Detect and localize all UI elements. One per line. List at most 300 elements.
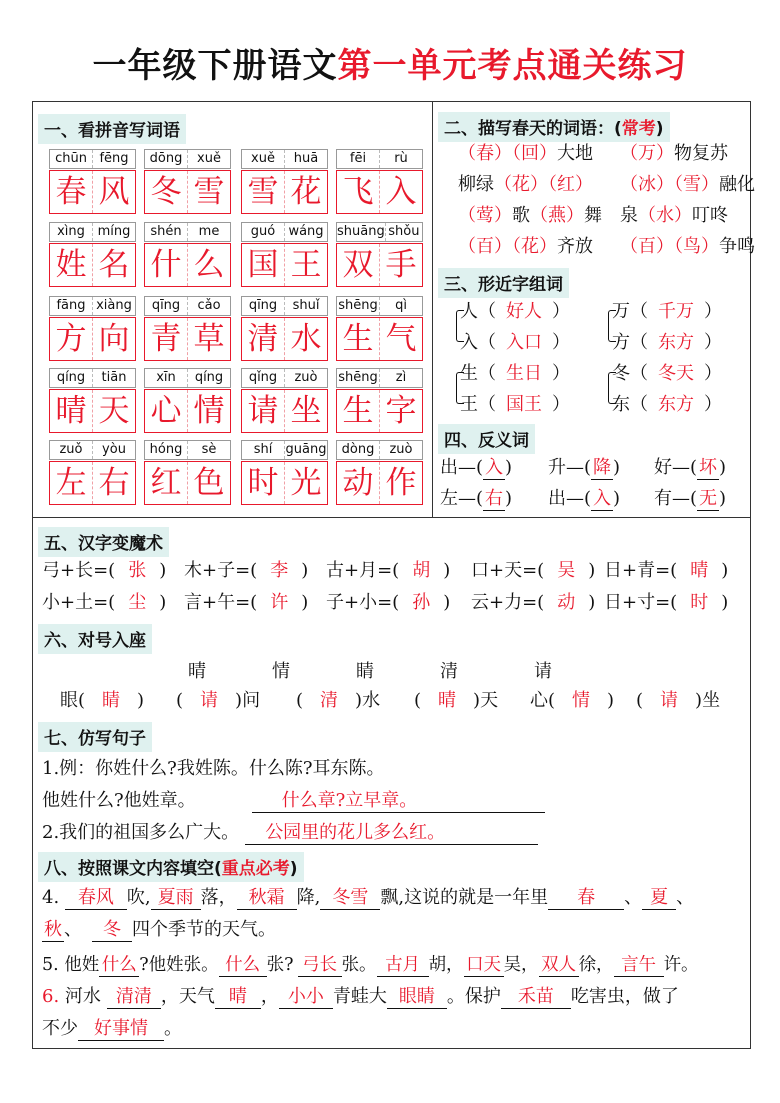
match-answer[interactable]: 情 (572, 690, 591, 711)
similar-answer[interactable]: 千万 (658, 301, 694, 322)
q5-text2: 张? (266, 955, 294, 975)
s7-line2-text: 他姓什么?他姓章。 (42, 790, 196, 811)
phrase-part: 歌 (512, 205, 530, 226)
hanzi-answer: 青 (145, 318, 188, 360)
phrase-part: （雪） (674, 174, 719, 195)
q4-text7: 、 (64, 919, 82, 940)
paren: ) (613, 488, 621, 509)
phrase-part: （燕） (530, 205, 584, 226)
hanzi-answer: 字 (385, 393, 417, 429)
similar-row (612, 362, 722, 386)
paren: ( (537, 592, 545, 613)
antonym-item (440, 487, 512, 511)
pinyin-syllable: fāng (50, 297, 93, 315)
pinyin-box (241, 440, 328, 460)
dash: —( (458, 457, 484, 478)
magic-question: 日+寸= (604, 592, 671, 613)
page-title (0, 38, 780, 87)
q5-text7: 许。 (663, 955, 699, 975)
section6-heading: 六、对号入座 (38, 624, 152, 654)
hanzi-answer: 手 (385, 247, 417, 283)
pinyin-syllable: cǎo (197, 298, 221, 313)
hanzi-answer: 双 (337, 244, 380, 286)
paren: ) (505, 457, 513, 478)
q5-blank6[interactable]: 双人 (539, 954, 579, 977)
q4-text8: 四个季节的天气。 (132, 919, 276, 940)
match-item (636, 689, 720, 713)
section8-title: 八、按照课文内容填空( (44, 859, 222, 879)
phrase-part: 叮咚 (692, 205, 728, 226)
pinyin-box (144, 368, 231, 388)
match-answer[interactable]: 睛 (102, 690, 121, 711)
q6-text0: 河水 (64, 986, 101, 1007)
pinyin-syllable: xuě (242, 150, 285, 168)
phrase-part: 齐放 (557, 236, 593, 257)
paren: ) (159, 592, 167, 613)
magic-question: 木+子= (184, 560, 251, 581)
antonym-answer[interactable]: 右 (485, 488, 504, 509)
pinyin-syllable: dòng (337, 441, 380, 459)
paren: （ (630, 332, 648, 353)
paren: （ (630, 363, 648, 384)
paren: ） (704, 394, 722, 415)
phrase-part: 物复苏 (674, 143, 728, 164)
paren: ） (552, 394, 570, 415)
similar-char: 东 (612, 394, 630, 415)
match-suffix: 问 (242, 690, 261, 711)
phrase-part: 柳绿 (458, 174, 494, 195)
q5-blank1[interactable]: 什么 (99, 954, 139, 977)
divider-horizontal (32, 517, 751, 518)
q4-text4: 飘,这说的就是一年里 (380, 887, 549, 908)
spring-phrase (458, 204, 602, 228)
pinyin-box (144, 149, 231, 169)
magic-item (471, 559, 595, 583)
paren: ） (704, 363, 722, 384)
pinyin-box (144, 296, 231, 316)
spring-phrase (620, 142, 728, 166)
pinyin-syllable: xìng (50, 223, 93, 241)
antonym-item (548, 456, 620, 480)
hanzi-box[interactable] (49, 170, 136, 214)
phrase-part: 争鸣 (719, 236, 755, 257)
match-answer[interactable]: 请 (200, 690, 219, 711)
word-cell (144, 222, 231, 290)
pinyin-box (336, 368, 423, 388)
q5-text0: 他姓 (64, 955, 100, 975)
hanzi-box[interactable] (144, 170, 231, 214)
hanzi-answer: 向 (98, 321, 130, 357)
similar-row (460, 362, 570, 386)
antonym-answer[interactable]: 降 (593, 457, 612, 478)
q6-blank6[interactable]: 好事情 (78, 1018, 164, 1041)
similar-row (460, 300, 570, 324)
hanzi-box[interactable] (49, 461, 136, 505)
paren: ) (613, 457, 621, 478)
spring-phrase (458, 142, 593, 166)
hanzi-box[interactable] (49, 317, 136, 361)
phrase-part: （莺） (458, 205, 512, 226)
similar-answer[interactable]: 国王 (506, 394, 542, 415)
q6-text1: ，天气 (160, 986, 215, 1007)
magic-item (326, 591, 450, 615)
pinyin-syllable: guāng (285, 442, 327, 457)
pinyin-syllable: qì (395, 298, 407, 313)
word-cell (49, 222, 136, 290)
q4-number: 4. (42, 887, 60, 908)
title-part2: 第一单元考点通关练习 (337, 46, 688, 86)
similar-char: 冬 (612, 363, 630, 384)
pinyin-syllable: qǐng (242, 369, 285, 387)
antonym-answer[interactable]: 无 (699, 488, 718, 509)
pinyin-syllable: xuě (197, 151, 221, 166)
antonym-answer[interactable]: 入 (485, 457, 504, 478)
antonym-answer[interactable]: 入 (593, 488, 612, 509)
pinyin-syllable: shí (242, 441, 285, 459)
pinyin-syllable: fēi (337, 150, 380, 168)
paren: ) (721, 592, 729, 613)
similar-answer[interactable]: 生日 (506, 363, 542, 384)
similar-answer[interactable]: 入口 (506, 332, 542, 353)
similar-char: 入 (460, 332, 478, 353)
magic-item (42, 559, 166, 583)
hanzi-answer: 气 (385, 321, 417, 357)
spring-phrase (620, 204, 728, 228)
pinyin-syllable: qíng (50, 369, 93, 387)
section3-heading: 三、形近字组词 (438, 268, 569, 298)
word-cell (144, 296, 231, 364)
paren: ） (704, 332, 722, 353)
phrase-part: （春） (458, 143, 512, 164)
choice-char: 睛 (356, 661, 374, 682)
paren: ( (176, 690, 184, 711)
hanzi-box[interactable] (144, 317, 231, 361)
hanzi-answer: 雪 (242, 171, 285, 213)
similar-answer[interactable]: 好人 (506, 301, 542, 322)
paren: ) (695, 690, 703, 711)
q6-blank1[interactable]: 清清 (107, 986, 161, 1009)
pinyin-syllable: míng (97, 224, 131, 239)
antonym-answer[interactable]: 坏 (699, 457, 718, 478)
paren: ( (670, 560, 678, 581)
match-answer[interactable]: 请 (660, 690, 679, 711)
pinyin-syllable: qīng (242, 297, 285, 315)
similar-row (612, 300, 722, 324)
hanzi-box[interactable] (241, 461, 328, 505)
s7-answer2[interactable]: 公园里的花儿多么红。 (245, 822, 538, 845)
magic-answer[interactable]: 尘 (128, 592, 147, 613)
pinyin-syllable: yòu (102, 442, 126, 457)
pinyin-syllable: wáng (288, 224, 324, 239)
pinyin-syllable: xiàng (96, 298, 132, 313)
match-item (296, 689, 380, 713)
similar-char: 万 (612, 301, 630, 322)
dash: —( (672, 457, 698, 478)
q4-blank8[interactable]: 冬 (92, 919, 132, 942)
magic-question: 言+午= (184, 592, 251, 613)
word-cell (241, 440, 328, 508)
hanzi-answer: 生 (337, 390, 380, 432)
word-cell (144, 149, 231, 217)
pinyin-syllable: shǒu (388, 224, 420, 239)
pinyin-syllable: zì (395, 370, 407, 385)
hanzi-box[interactable] (144, 461, 231, 505)
hanzi-answer: 作 (385, 465, 417, 501)
magic-answer[interactable]: 许 (270, 592, 289, 613)
similar-row (612, 331, 722, 355)
magic-answer[interactable]: 吴 (557, 560, 576, 581)
pinyin-syllable: me (198, 224, 220, 239)
section4-heading: 四、反义词 (438, 424, 535, 454)
paren: ) (721, 560, 729, 581)
q5-text4: 胡， (428, 955, 464, 975)
q4-text6: 、 (676, 887, 695, 908)
word-cell (49, 440, 136, 508)
phrase-part: 融化 (719, 174, 755, 195)
hanzi-answer: 飞 (337, 171, 380, 213)
phrase-part: （冰） (620, 174, 674, 195)
phrase-part: （花） (512, 236, 557, 257)
paren: ) (235, 690, 243, 711)
hanzi-box[interactable] (241, 170, 328, 214)
q4-blank1[interactable]: 春风 (65, 887, 127, 910)
hanzi-answer: 天 (98, 393, 130, 429)
q5-blank2[interactable]: 什么 (219, 954, 267, 977)
section2-tag: 常考 (621, 119, 656, 139)
magic-answer[interactable]: 动 (557, 592, 576, 613)
paren: ) (505, 488, 513, 509)
q6-text4: 。保护 (446, 986, 501, 1007)
hanzi-box[interactable] (241, 243, 328, 287)
pinyin-syllable: dōng (145, 150, 188, 168)
spring-phrase (458, 173, 593, 197)
hanzi-answer: 国 (242, 244, 285, 286)
word-cell (336, 440, 423, 508)
q4-text1: 吹, (126, 887, 151, 908)
choice-char: 情 (272, 661, 290, 682)
q5-text3: 张。 (341, 955, 377, 975)
pinyin-syllable: zuǒ (50, 441, 93, 459)
q5-blank5[interactable]: 口天 (464, 954, 504, 977)
word-cell (49, 149, 136, 217)
similar-row (460, 331, 570, 355)
q6-text7: 。 (164, 1018, 182, 1039)
q6-text2: ， (260, 986, 279, 1007)
q6-text3: 青蛙大 (332, 986, 387, 1007)
hanzi-answer: 花 (290, 174, 322, 210)
paren: ) (137, 690, 145, 711)
antonym-word: 左 (440, 488, 458, 509)
hanzi-answer: 动 (337, 462, 380, 504)
magic-answer[interactable]: 晴 (690, 560, 709, 581)
hanzi-answer: 么 (193, 247, 225, 283)
magic-question: 弓+长= (42, 560, 109, 581)
pinyin-syllable: hóng (145, 441, 188, 459)
magic-answer[interactable]: 李 (270, 560, 289, 581)
s7-example: 1.例：你姓什么?我姓陈。什么陈?耳东陈。 (42, 758, 385, 779)
pinyin-box (49, 368, 136, 388)
q4-blank3[interactable]: 秋霜 (237, 887, 297, 910)
match-prefix: 心 (530, 690, 548, 711)
q5-blank3[interactable]: 弓长 (298, 954, 342, 977)
phrase-part: 大地 (557, 143, 593, 164)
q6-blank5[interactable]: 禾苗 (501, 986, 571, 1009)
hanzi-box[interactable] (144, 243, 231, 287)
antonym-word: 好 (654, 457, 672, 478)
similar-answer[interactable]: 东方 (658, 394, 694, 415)
spring-phrase (458, 235, 593, 259)
pinyin-syllable: shuāng (337, 224, 385, 239)
paren: （ (478, 363, 496, 384)
q5-blank7[interactable]: 言午 (614, 954, 664, 977)
pinyin-syllable: zuò (294, 370, 318, 385)
similar-char: 人 (460, 301, 478, 322)
paren: ) (473, 690, 481, 711)
hanzi-answer: 雪 (193, 174, 225, 210)
paren: ) (301, 592, 309, 613)
similar-answer[interactable]: 东方 (658, 332, 694, 353)
hanzi-box[interactable] (241, 389, 328, 433)
hanzi-answer: 名 (98, 247, 130, 283)
word-cell (336, 222, 423, 290)
match-answer[interactable]: 清 (320, 690, 339, 711)
word-cell (241, 368, 328, 436)
magic-item (471, 591, 595, 615)
hanzi-box[interactable] (336, 389, 423, 433)
magic-item (604, 591, 728, 615)
hanzi-answer: 请 (242, 390, 285, 432)
paren: ( (392, 592, 400, 613)
s7-answer1[interactable]: 什么章?立早章。 (252, 790, 545, 813)
pinyin-syllable: xīn (145, 369, 188, 387)
pinyin-syllable: tiān (101, 370, 127, 385)
q4-text3: 降, (296, 887, 321, 908)
pinyin-box (144, 440, 231, 460)
word-cell (336, 149, 423, 217)
pinyin-syllable: shēng (337, 297, 380, 315)
match-prefix: 眼 (60, 690, 78, 711)
pinyin-syllable: guó (242, 223, 285, 241)
pinyin-syllable: shuǐ (292, 298, 320, 313)
pinyin-box (241, 222, 328, 242)
phrase-part: （水） (638, 205, 692, 226)
spring-phrase (620, 173, 755, 197)
paren: ( (250, 592, 258, 613)
word-cell (241, 222, 328, 290)
pinyin-box (144, 222, 231, 242)
hanzi-box[interactable] (336, 317, 423, 361)
phrase-part: （花） (494, 174, 548, 195)
match-suffix: 天 (480, 690, 499, 711)
paren: （ (478, 332, 496, 353)
similar-answer[interactable]: 冬天 (658, 363, 694, 384)
section2-heading: 二、描写春天的词语：(常考) (438, 112, 670, 142)
magic-answer[interactable]: 孙 (412, 592, 431, 613)
hanzi-box[interactable] (336, 170, 423, 214)
hanzi-box[interactable] (336, 461, 423, 505)
hanzi-answer: 方 (50, 318, 93, 360)
hanzi-box[interactable] (144, 389, 231, 433)
paren: ( (108, 560, 116, 581)
similar-char: 方 (612, 332, 630, 353)
hanzi-answer: 时 (242, 462, 285, 504)
hanzi-answer: 情 (193, 393, 225, 429)
pinyin-box (49, 440, 136, 460)
phrase-part: （鸟） (674, 236, 719, 257)
paren: ) (443, 592, 451, 613)
word-cell (241, 296, 328, 364)
hanzi-answer: 姓 (50, 244, 93, 286)
q4-line1 (42, 886, 694, 910)
q5-blank4[interactable]: 古月 (377, 954, 429, 977)
pinyin-box (241, 149, 328, 169)
q4-blank5[interactable]: 春 (548, 887, 624, 910)
match-suffix: 水 (362, 690, 381, 711)
pinyin-syllable: qíng (194, 370, 224, 385)
hanzi-box[interactable] (241, 317, 328, 361)
q6-blank2[interactable]: 晴 (215, 986, 261, 1009)
magic-question: 小+土= (42, 592, 109, 613)
word-cell (336, 368, 423, 436)
match-item (60, 689, 144, 713)
section2-title: 二、描写春天的词语： (444, 119, 614, 139)
magic-answer[interactable]: 胡 (412, 560, 431, 581)
q6-blank3[interactable]: 小小 (279, 986, 333, 1009)
paren: ) (719, 488, 727, 509)
paren: ( (548, 690, 556, 711)
divider-vertical (432, 101, 433, 518)
section5-heading: 五、汉字变魔术 (38, 527, 169, 557)
magic-answer[interactable]: 时 (690, 592, 709, 613)
q5-text6: 徐， (578, 955, 614, 975)
paren: ) (719, 457, 727, 478)
antonym-word: 出 (548, 488, 566, 509)
hanzi-box[interactable] (336, 243, 423, 287)
hanzi-answer: 风 (98, 174, 130, 210)
pinyin-syllable: rù (394, 151, 408, 166)
paren: ( (250, 560, 258, 581)
hanzi-answer: 左 (50, 462, 93, 504)
hanzi-box[interactable] (49, 243, 136, 287)
paren: ( (636, 690, 644, 711)
q4-blank7[interactable]: 秋 (44, 919, 62, 940)
q4-blank6[interactable]: 夏 (642, 887, 676, 910)
magic-question: 口+天= (471, 560, 538, 581)
match-answer[interactable]: 晴 (438, 690, 457, 711)
antonym-word: 有 (654, 488, 672, 509)
hanzi-box[interactable] (49, 389, 136, 433)
pinyin-box (336, 222, 423, 242)
magic-item (326, 559, 450, 583)
q5-text1: ?他姓张。 (139, 955, 219, 975)
paren: ) (443, 560, 451, 581)
q4-blank4[interactable]: 冬雪 (320, 887, 380, 910)
pinyin-box (49, 149, 136, 169)
match-suffix: 坐 (702, 690, 721, 711)
magic-answer[interactable]: 张 (128, 560, 147, 581)
hanzi-answer: 水 (290, 321, 322, 357)
q5-line (42, 953, 699, 977)
paren: （ (478, 301, 496, 322)
pinyin-box (336, 296, 423, 316)
hanzi-answer: 冬 (145, 171, 188, 213)
word-cell (144, 368, 231, 436)
hanzi-answer: 清 (242, 318, 285, 360)
q4-blank2[interactable]: 夏雨 (151, 887, 201, 910)
q6-blank4[interactable]: 眼睛 (387, 986, 447, 1009)
paren: ( (537, 560, 545, 581)
word-cell (49, 296, 136, 364)
